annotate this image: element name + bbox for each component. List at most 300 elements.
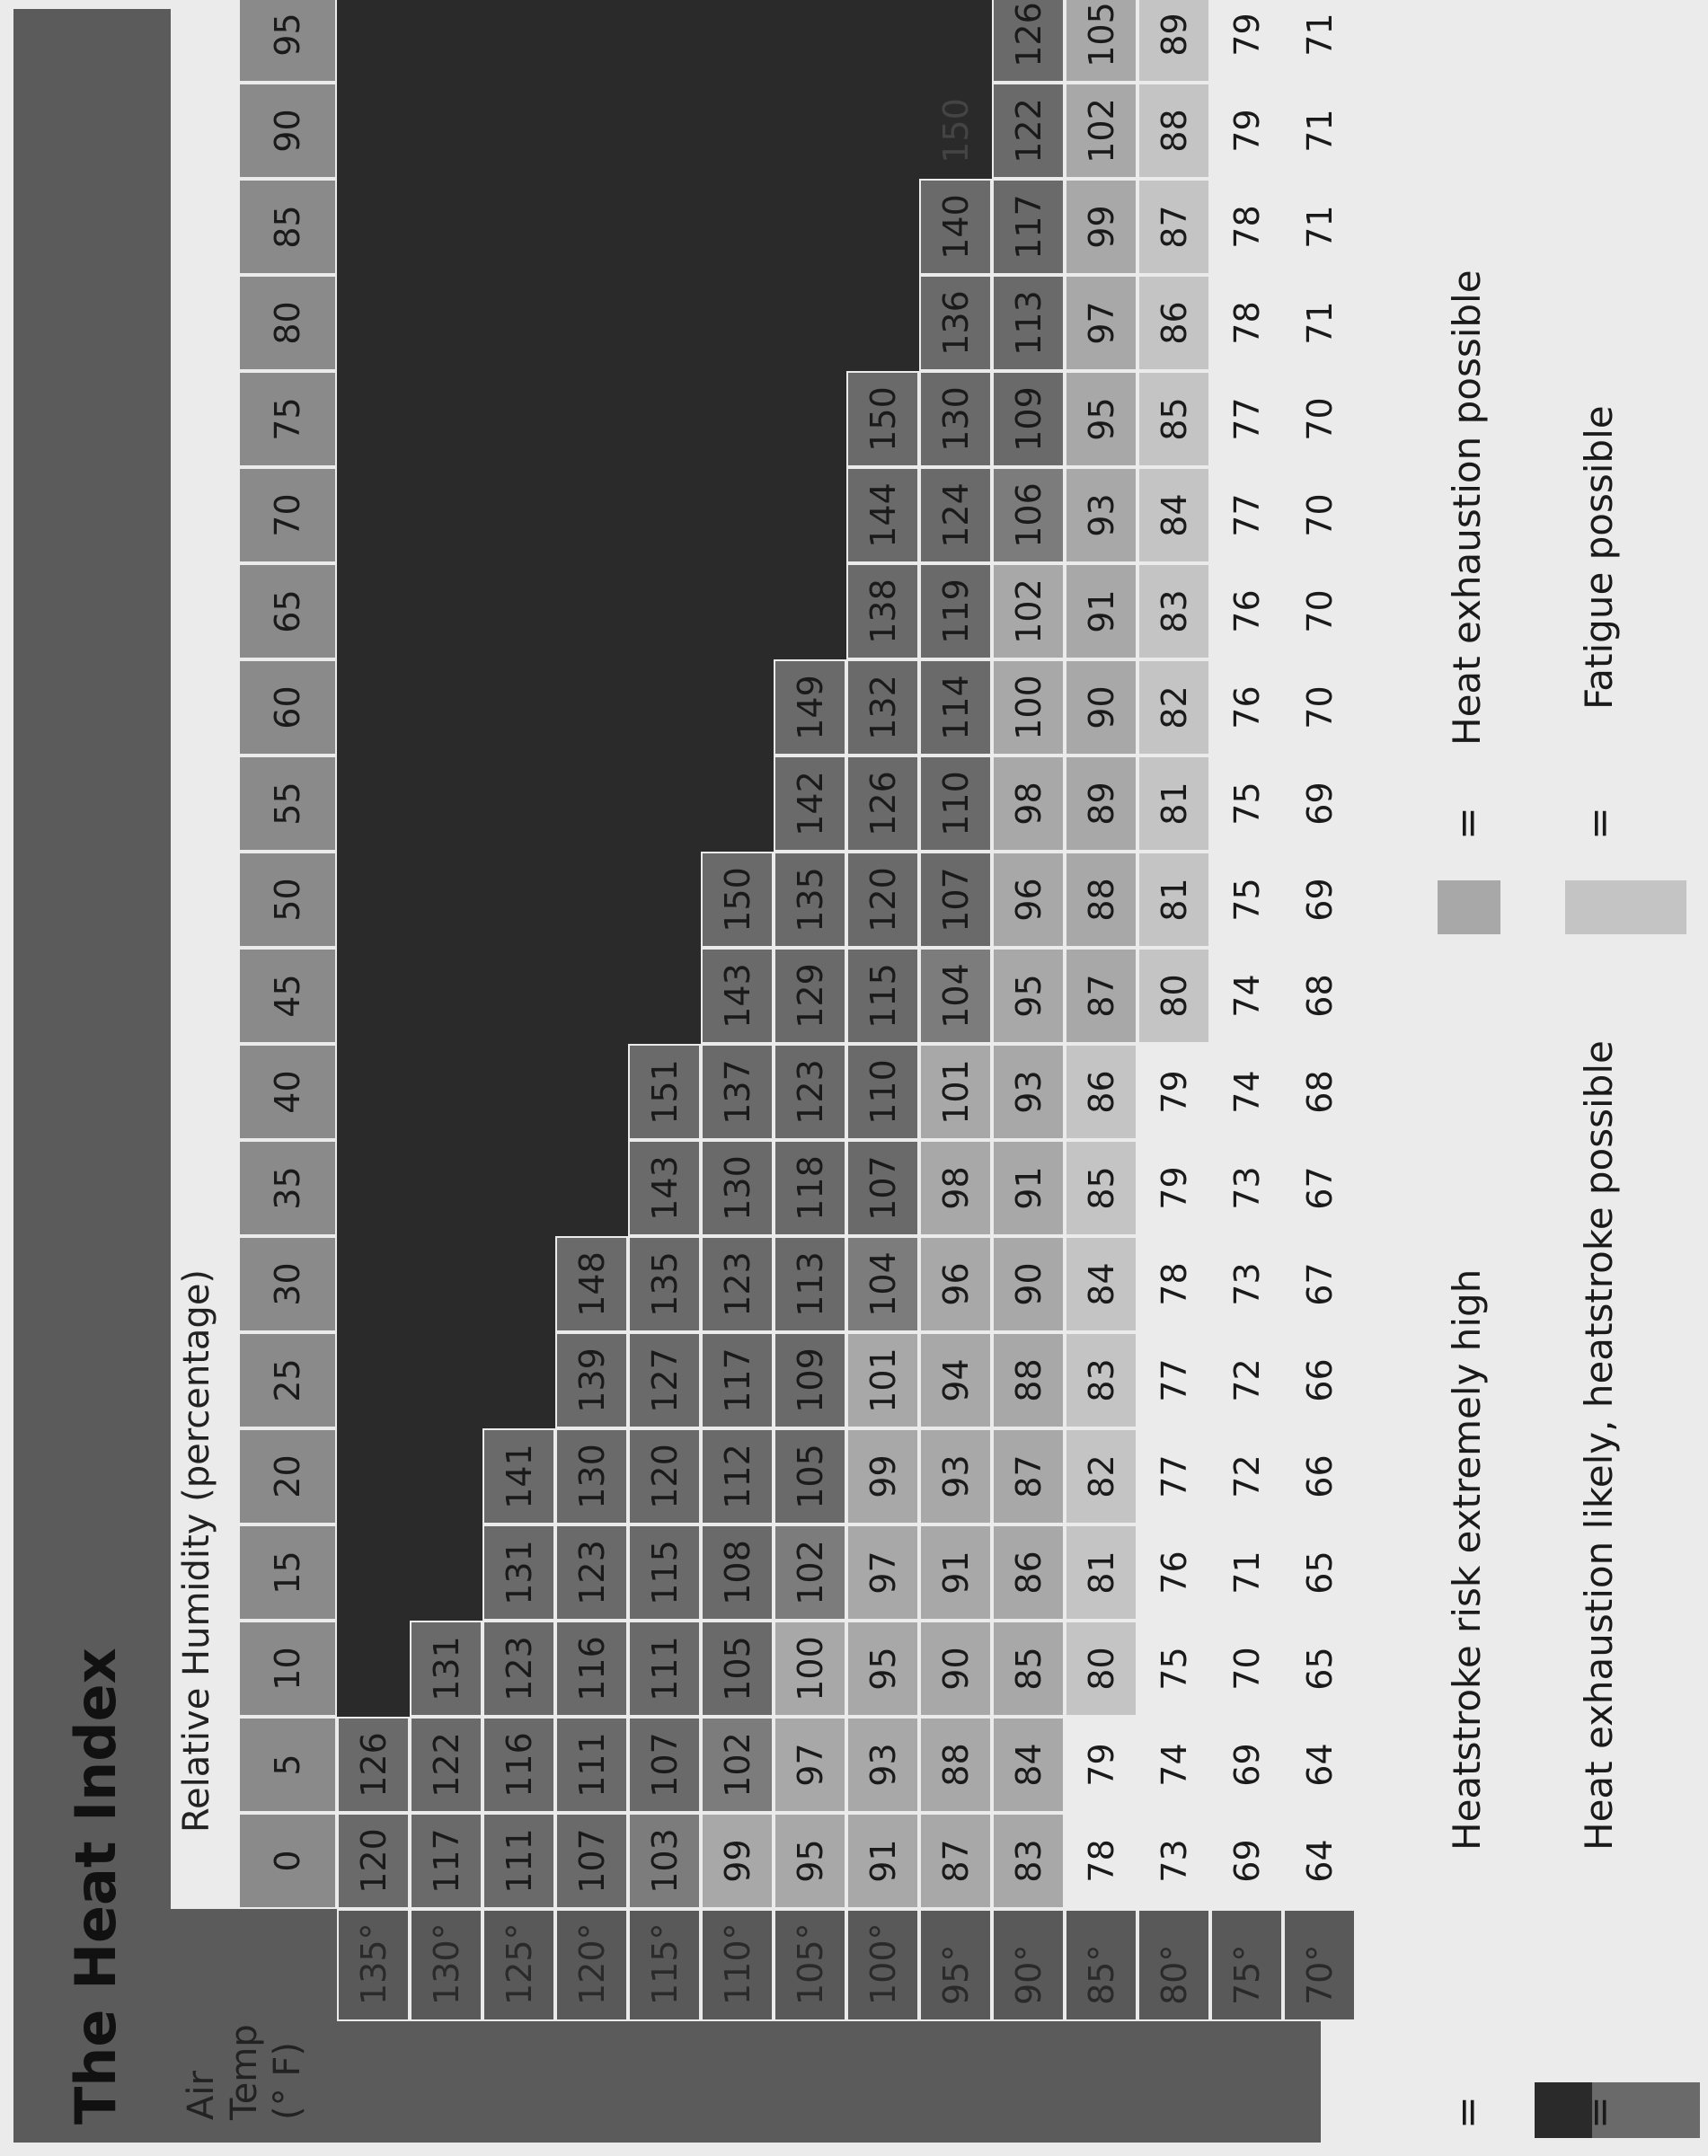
heat-index-cell: 140 (919, 179, 992, 275)
heat-index-cell: 143 (628, 1140, 701, 1236)
heat-index-cell (701, 755, 774, 852)
humidity-header-cell: 60 (238, 659, 337, 755)
heat-index-cell: 78 (1226, 301, 1267, 345)
heat-index-cell (555, 1140, 628, 1236)
heat-index-cell: 126 (992, 0, 1065, 83)
heat-index-cell: 98 (992, 755, 1065, 852)
heat-index-cell: 123 (774, 1044, 846, 1140)
heat-index-cell: 65 (1299, 1551, 1340, 1595)
heat-index-cell: 77 (1226, 397, 1267, 441)
heat-index-cell: 94 (919, 1332, 992, 1428)
temperature-row-label: 105° (774, 1909, 846, 2021)
heat-index-cell: 71 (1299, 205, 1340, 249)
heat-index-cell (628, 467, 701, 563)
heat-index-cell: 85 (1137, 371, 1210, 467)
heat-index-cell (628, 852, 701, 948)
heat-index-cell (774, 563, 846, 659)
heat-index-cell: 78 (1081, 1839, 1121, 1883)
heat-index-cell: 79 (1154, 1070, 1194, 1114)
heat-index-cell (337, 1236, 410, 1332)
heat-index-cell (701, 83, 774, 179)
heat-index-cell: 135 (628, 1236, 701, 1332)
heat-index-cell: 64 (1299, 1743, 1340, 1787)
heat-index-cell (337, 179, 410, 275)
heat-index-cell: 96 (992, 852, 1065, 948)
row-header-line3: (° F) (267, 2042, 308, 2120)
heat-index-cell: 122 (992, 83, 1065, 179)
heat-index-cell: 73 (1226, 1166, 1267, 1210)
heat-index-cell: 84 (992, 1717, 1065, 1813)
heat-index-cell (482, 1140, 555, 1236)
heat-index-cell: 70 (1299, 397, 1340, 441)
heat-index-cell (774, 467, 846, 563)
legend-text-extreme: Heatstroke risk extremely high (1445, 1268, 1489, 1851)
heat-index-cell: 96 (919, 1236, 992, 1332)
heat-index-cell: 65 (1299, 1647, 1340, 1691)
heat-index-cell (410, 467, 482, 563)
heat-index-cell: 117 (992, 179, 1065, 275)
heat-index-cell: 107 (846, 1140, 919, 1236)
heat-index-cell (410, 179, 482, 275)
heat-index-cell: 118 (774, 1140, 846, 1236)
heat-index-cell: 104 (919, 948, 992, 1044)
legend-swatch-exhaustion (1438, 880, 1500, 934)
heat-index-cell: 108 (701, 1524, 774, 1621)
heat-index-cell: 75 (1154, 1647, 1194, 1691)
humidity-header-cell: 40 (238, 1044, 337, 1140)
heat-index-cell (774, 0, 846, 83)
heat-index-cell (701, 179, 774, 275)
heat-index-cell: 71 (1226, 1551, 1267, 1595)
heat-index-cell: 131 (482, 1524, 555, 1621)
heat-index-cell (482, 275, 555, 371)
heat-index-cell (701, 275, 774, 371)
heat-index-cell: 86 (1137, 275, 1210, 371)
heat-index-cell: 79 (1081, 1743, 1121, 1787)
heat-index-cell (410, 1332, 482, 1428)
heat-index-cell: 93 (919, 1428, 992, 1524)
heat-index-cell: 91 (919, 1524, 992, 1621)
heat-index-cell (846, 83, 919, 179)
heat-index-cell: 71 (1299, 109, 1340, 153)
heat-index-cell (555, 1044, 628, 1140)
heat-index-cell: 67 (1299, 1166, 1340, 1210)
heat-index-cell (482, 1044, 555, 1140)
temperature-row-label: 135° (337, 1909, 410, 2021)
heat-index-cell: 88 (992, 1332, 1065, 1428)
heat-index-cell: 84 (1065, 1236, 1137, 1332)
heat-index-cell (628, 371, 701, 467)
heat-index-cell (410, 1044, 482, 1140)
heat-index-cell: 141 (482, 1428, 555, 1524)
heat-index-cell: 111 (555, 1717, 628, 1813)
heat-index-cell: 80 (1137, 948, 1210, 1044)
heat-index-cell: 127 (628, 1332, 701, 1428)
heat-index-cell: 102 (992, 563, 1065, 659)
heat-index-cell: 115 (846, 948, 919, 1044)
humidity-header-cell: 65 (238, 563, 337, 659)
heat-index-cell: 120 (337, 1813, 410, 1909)
heat-index-cell: 111 (628, 1621, 701, 1717)
heat-index-cell: 99 (701, 1813, 774, 1909)
heat-index-cell: 110 (846, 1044, 919, 1140)
heat-index-cell (410, 1140, 482, 1236)
heat-index-cell: 151 (628, 1044, 701, 1140)
heat-index-cell: 84 (1137, 467, 1210, 563)
heat-index-cell: 75 (1226, 782, 1267, 826)
heat-index-cell: 113 (774, 1236, 846, 1332)
humidity-header-cell: 35 (238, 1140, 337, 1236)
heat-index-cell: 137 (701, 1044, 774, 1140)
heat-index-cell (482, 563, 555, 659)
heat-index-cell: 97 (1065, 275, 1137, 371)
heat-index-cell: 77 (1154, 1454, 1194, 1498)
heat-index-cell: 76 (1226, 589, 1267, 633)
heat-index-cell: 123 (555, 1524, 628, 1621)
heat-index-cell (410, 563, 482, 659)
heat-index-cell: 68 (1299, 974, 1340, 1018)
heat-index-cell: 67 (1299, 1262, 1340, 1306)
heat-index-cell: 86 (1065, 1044, 1137, 1140)
heat-index-cell (410, 755, 482, 852)
heat-index-cell (628, 83, 701, 179)
heat-index-cell: 112 (701, 1428, 774, 1524)
heat-index-cell: 110 (919, 755, 992, 852)
heat-index-cell: 102 (774, 1524, 846, 1621)
legend-text-exhaustion: Heat exhaustion possible (1445, 270, 1489, 746)
heat-index-cell: 91 (992, 1140, 1065, 1236)
temperature-row-label: 115° (628, 1909, 701, 2021)
heat-index-cell (482, 948, 555, 1044)
row-header-label (180, 2024, 309, 2120)
heat-index-cell: 69 (1226, 1743, 1267, 1787)
heat-index-cell (701, 467, 774, 563)
heat-index-cell: 99 (846, 1428, 919, 1524)
heat-index-cell (410, 371, 482, 467)
heat-index-cell: 136 (919, 275, 992, 371)
temperature-row-label: 130° (410, 1909, 482, 2021)
heat-index-cell (337, 0, 410, 83)
heat-index-cell: 93 (846, 1717, 919, 1813)
heat-index-cell: 103 (628, 1813, 701, 1909)
heat-index-cell: 124 (919, 467, 992, 563)
humidity-header-cell: 0 (238, 1813, 337, 1909)
heat-index-cell (919, 0, 992, 83)
legend-text-fatigue: Fatigue possible (1577, 405, 1621, 710)
heat-index-cell (482, 1236, 555, 1332)
heat-index-cell (774, 83, 846, 179)
heat-index-cell: 69 (1226, 1839, 1267, 1883)
legend-equals-1: = (1445, 2096, 1491, 2129)
heat-index-cell: 78 (1226, 205, 1267, 249)
heat-index-cell (555, 948, 628, 1044)
heat-index-cell: 70 (1299, 685, 1340, 729)
temperature-row-label: 125° (482, 1909, 555, 2021)
heat-index-cell: 88 (1137, 83, 1210, 179)
heat-index-cell: 70 (1299, 589, 1340, 633)
heat-index-cell: 129 (774, 948, 846, 1044)
heat-index-cell: 105 (701, 1621, 774, 1717)
heat-index-cell: 107 (555, 1813, 628, 1909)
heat-index-cell: 90 (992, 1236, 1065, 1332)
row-header-line2: Temp (224, 2024, 265, 2120)
heat-index-cell: 72 (1226, 1358, 1267, 1402)
heat-index-cell (555, 852, 628, 948)
heat-index-cell (482, 1332, 555, 1428)
heat-index-cell: 117 (701, 1332, 774, 1428)
heat-index-cell: 70 (1226, 1647, 1267, 1691)
heat-index-cell (337, 1140, 410, 1236)
heat-index-cell: 130 (555, 1428, 628, 1524)
page-title: The Heat Index (63, 1648, 128, 2125)
temperature-row-label: 120° (555, 1909, 628, 2021)
heat-index-cell (628, 948, 701, 1044)
heat-index-cell: 120 (846, 852, 919, 948)
heat-index-cell (701, 659, 774, 755)
heat-index-cell (701, 0, 774, 83)
heat-index-cell: 69 (1299, 782, 1340, 826)
temperature-row-label: 110° (701, 1909, 774, 2021)
heat-index-cell (410, 948, 482, 1044)
heat-index-cell (337, 467, 410, 563)
heat-index-cell (410, 275, 482, 371)
heat-index-cell (482, 467, 555, 563)
heat-index-cell (628, 0, 701, 83)
heat-index-cell: 95 (846, 1621, 919, 1717)
heat-index-cell: 87 (1065, 948, 1137, 1044)
heat-index-cell: 135 (774, 852, 846, 948)
heat-index-cell: 89 (1065, 755, 1137, 852)
heat-index-cell: 90 (919, 1621, 992, 1717)
humidity-header-cell: 45 (238, 948, 337, 1044)
heat-index-cell: 89 (1137, 0, 1210, 83)
temperature-column-background-lower (1195, 2021, 1321, 2143)
heat-index-cell (482, 659, 555, 755)
heat-index-cell: 144 (846, 467, 919, 563)
heat-index-cell: 88 (919, 1717, 992, 1813)
heat-index-cell: 93 (1065, 467, 1137, 563)
heat-index-cell: 81 (1137, 755, 1210, 852)
heat-index-cell: 90 (1065, 659, 1137, 755)
heat-index-cell: 83 (992, 1813, 1065, 1909)
heat-index-cell: 150 (919, 83, 992, 179)
heat-index-cell: 71 (1299, 301, 1340, 345)
heat-index-cell: 87 (992, 1428, 1065, 1524)
heat-index-cell: 64 (1299, 1839, 1340, 1883)
humidity-header-cell: 10 (238, 1621, 337, 1717)
humidity-header-cell: 80 (238, 275, 337, 371)
heat-index-cell: 150 (701, 852, 774, 948)
heat-index-cell: 105 (1065, 0, 1137, 83)
heat-index-cell: 119 (919, 563, 992, 659)
heat-index-cell: 71 (1299, 13, 1340, 57)
temperature-row-label: 85° (1065, 1909, 1137, 2021)
heat-index-cell (337, 1621, 410, 1717)
temperature-row-label: 75° (1210, 1909, 1283, 2021)
heat-index-cell: 82 (1065, 1428, 1137, 1524)
heat-index-cell: 73 (1226, 1262, 1267, 1306)
heat-index-cell (555, 659, 628, 755)
heat-index-cell (410, 83, 482, 179)
heat-index-cell: 95 (1065, 371, 1137, 467)
heat-index-cell (337, 659, 410, 755)
heat-index-cell: 87 (919, 1813, 992, 1909)
heat-index-cell: 101 (919, 1044, 992, 1140)
temperature-row-label: 95° (919, 1909, 992, 2021)
heat-index-cell (555, 275, 628, 371)
heat-index-cell: 95 (774, 1813, 846, 1909)
heat-index-cell: 87 (1137, 179, 1210, 275)
heat-index-cell (555, 83, 628, 179)
heat-index-cell: 74 (1226, 974, 1267, 1018)
heat-index-cell: 132 (846, 659, 919, 755)
heat-index-cell: 99 (1065, 179, 1137, 275)
heat-index-cell: 77 (1226, 493, 1267, 537)
heat-index-cell: 86 (992, 1524, 1065, 1621)
heat-index-cell: 76 (1226, 685, 1267, 729)
heat-index-cell (701, 563, 774, 659)
heat-index-cell: 97 (774, 1717, 846, 1813)
humidity-header-cell: 95 (238, 0, 337, 83)
heat-index-cell (482, 852, 555, 948)
heat-index-cell: 102 (701, 1717, 774, 1813)
humidity-header-cell: 90 (238, 83, 337, 179)
humidity-header-cell: 50 (238, 852, 337, 948)
humidity-header-cell: 20 (238, 1428, 337, 1524)
heat-index-cell (482, 0, 555, 83)
heat-index-cell (628, 563, 701, 659)
heat-index-cell (482, 179, 555, 275)
heat-index-cell: 83 (1065, 1332, 1137, 1428)
heat-index-cell (555, 0, 628, 83)
legend-equals-4: = (1577, 807, 1623, 840)
heat-index-cell (846, 275, 919, 371)
humidity-header-cell: 70 (238, 467, 337, 563)
heat-index-cell: 120 (628, 1428, 701, 1524)
heat-index-cell (555, 755, 628, 852)
heat-index-cell: 93 (992, 1044, 1065, 1140)
heat-index-cell (337, 1524, 410, 1621)
title-bar (13, 9, 171, 2143)
heat-index-cell (774, 179, 846, 275)
heat-index-cell: 150 (846, 371, 919, 467)
temperature-row-label: 100° (846, 1909, 919, 2021)
heat-index-cell (555, 371, 628, 467)
heat-index-cell (628, 275, 701, 371)
heat-index-cell: 126 (846, 755, 919, 852)
heat-index-cell (410, 1236, 482, 1332)
heat-index-cell: 85 (992, 1621, 1065, 1717)
heat-index-cell: 91 (846, 1813, 919, 1909)
heat-index-cell (337, 83, 410, 179)
heat-index-cell (555, 563, 628, 659)
heat-index-cell (337, 755, 410, 852)
heat-index-cell: 122 (410, 1717, 482, 1813)
heat-index-cell: 68 (1299, 1070, 1340, 1114)
heat-index-cell: 102 (1065, 83, 1137, 179)
heat-index-cell: 70 (1299, 493, 1340, 537)
heat-index-cell: 116 (555, 1621, 628, 1717)
legend-equals-2: = (1577, 2096, 1623, 2129)
humidity-header-cell: 85 (238, 179, 337, 275)
heat-index-cell: 91 (1065, 563, 1137, 659)
heat-index-cell (774, 371, 846, 467)
heat-index-cell: 73 (1154, 1839, 1194, 1883)
heat-index-cell: 106 (992, 467, 1065, 563)
heat-index-cell: 72 (1226, 1454, 1267, 1498)
heat-index-cell: 105 (774, 1428, 846, 1524)
heat-index-cell: 123 (701, 1236, 774, 1332)
heat-index-cell: 69 (1299, 878, 1340, 922)
row-header-line1: Air (181, 2071, 222, 2120)
column-header-label: Relative Humidity (percentage) (176, 1268, 217, 1833)
heat-index-cell: 95 (992, 948, 1065, 1044)
heat-index-cell: 82 (1137, 659, 1210, 755)
heat-index-cell: 80 (1065, 1621, 1137, 1717)
heat-index-cell (482, 371, 555, 467)
heat-index-cell: 116 (482, 1717, 555, 1813)
humidity-header-cell: 30 (238, 1236, 337, 1332)
legend-text-danger: Heat exhaustion likely, heatstroke possible (1577, 1040, 1621, 1851)
heat-index-cell: 130 (919, 371, 992, 467)
heat-index-cell (846, 179, 919, 275)
heat-index-cell: 131 (410, 1621, 482, 1717)
heat-index-cell: 115 (628, 1524, 701, 1621)
heat-index-cell: 88 (1065, 852, 1137, 948)
heat-index-cell: 149 (774, 659, 846, 755)
heat-index-cell: 98 (919, 1140, 992, 1236)
humidity-header-cell: 25 (238, 1332, 337, 1428)
heat-index-cell: 148 (555, 1236, 628, 1332)
heat-index-cell: 123 (482, 1621, 555, 1717)
heat-index-cell (701, 371, 774, 467)
heat-index-cell: 139 (555, 1332, 628, 1428)
heat-index-cell (410, 1428, 482, 1524)
heat-index-cell (410, 0, 482, 83)
heat-index-cell: 76 (1154, 1551, 1194, 1595)
heat-index-cell: 66 (1299, 1454, 1340, 1498)
heat-index-cell (337, 275, 410, 371)
heat-index-cell: 77 (1154, 1358, 1194, 1402)
heat-index-cell (337, 563, 410, 659)
heat-index-cell: 114 (919, 659, 992, 755)
heat-index-cell (846, 0, 919, 83)
heat-index-cell (337, 1044, 410, 1140)
heat-index-cell: 97 (846, 1524, 919, 1621)
heat-index-cell: 74 (1226, 1070, 1267, 1114)
heat-index-cell: 83 (1137, 563, 1210, 659)
heat-index-cell: 107 (919, 852, 992, 948)
heat-index-cell (337, 852, 410, 948)
heat-index-cell: 66 (1299, 1358, 1340, 1402)
heat-index-cell: 109 (992, 371, 1065, 467)
heat-index-cell: 109 (774, 1332, 846, 1428)
heat-index-cell (410, 852, 482, 948)
heat-index-cell: 126 (337, 1717, 410, 1813)
temperature-row-label: 80° (1137, 1909, 1210, 2021)
heat-index-cell: 81 (1065, 1524, 1137, 1621)
legend-equals-3: = (1445, 807, 1491, 840)
heat-index-cell (410, 1524, 482, 1621)
heat-index-cell: 101 (846, 1332, 919, 1428)
heat-index-cell (555, 179, 628, 275)
heat-index-cell (337, 1428, 410, 1524)
heat-index-cell (482, 83, 555, 179)
legend-swatch-fatigue (1565, 880, 1686, 934)
temperature-row-label: 90° (992, 1909, 1065, 2021)
heat-index-cell: 78 (1154, 1262, 1194, 1306)
heat-index-cell: 111 (482, 1813, 555, 1909)
